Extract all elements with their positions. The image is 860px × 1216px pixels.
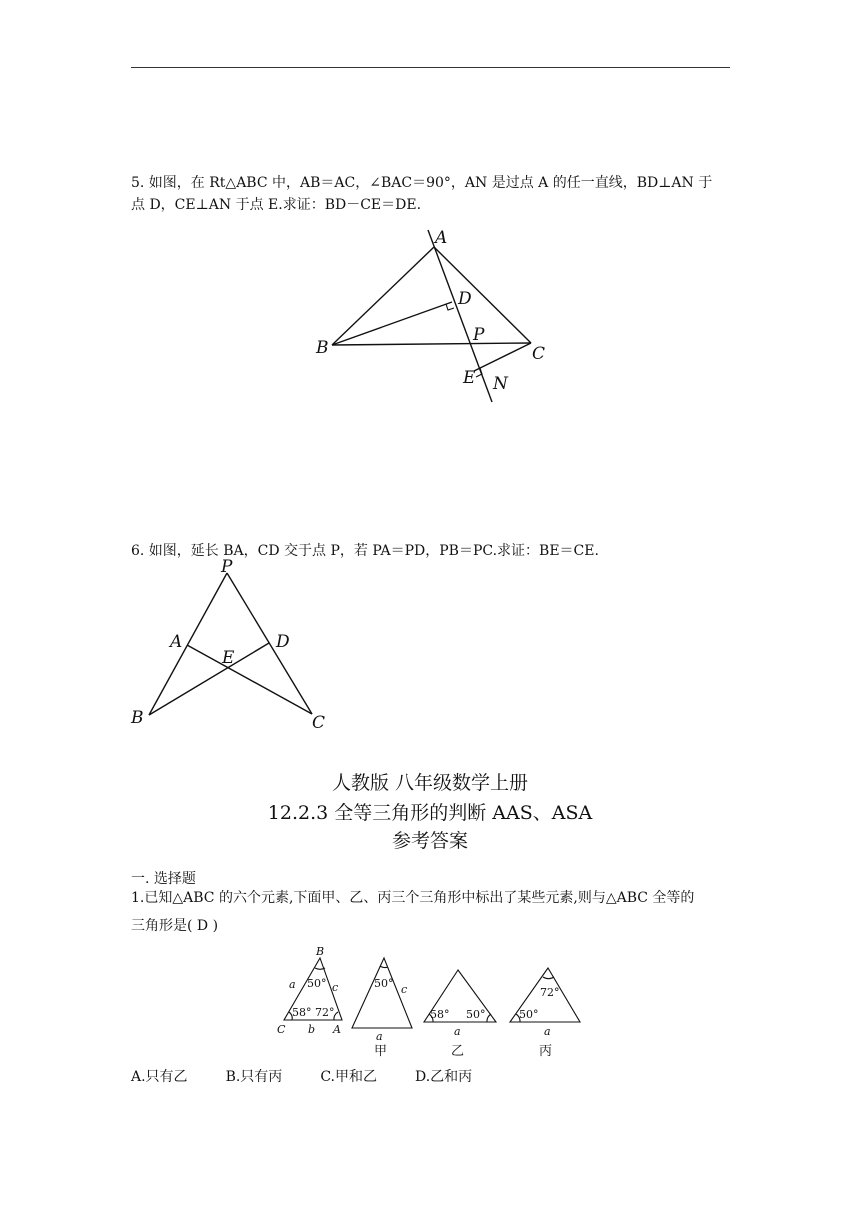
option-a: A.只有乙 xyxy=(131,1069,188,1085)
answer-title-3: 参考答案 xyxy=(391,830,468,852)
arc-bing-top xyxy=(543,977,554,979)
question1-options xyxy=(131,1066,510,1088)
label-a: A xyxy=(435,228,448,248)
abc-label-a: A xyxy=(333,1023,341,1036)
segment-ce xyxy=(474,343,531,371)
yi-angle-right: 50° xyxy=(466,1008,486,1021)
segment-pb xyxy=(149,573,227,715)
jia-side-c: c xyxy=(401,983,408,996)
question1-line2: 三角形是( D ) xyxy=(131,918,219,934)
yi-name: 乙 xyxy=(451,1044,465,1059)
label-a: A xyxy=(170,632,183,652)
option-b: B.只有丙 xyxy=(225,1069,283,1085)
answer-title-2: 12.2.3 全等三角形的判断 AAS、ASA xyxy=(267,802,593,824)
section-title: 一. 选择题 xyxy=(131,871,196,887)
abc-side-b: b xyxy=(308,1023,316,1036)
header-rule xyxy=(131,67,730,68)
label-c: C xyxy=(312,713,326,733)
abc-angle-a: 72° xyxy=(315,1006,335,1019)
bing-side-a: a xyxy=(544,1025,551,1038)
label-c: C xyxy=(532,344,546,364)
problem6-line1: 6. 如图，延长 BA，CD 交于点 P，若 PA＝PD，PB＝PC.求证：BE＝CE. xyxy=(131,543,599,559)
right-angle-d xyxy=(446,304,454,310)
line-an xyxy=(428,230,492,402)
problem5-line2: 点 D，CE⊥AN 于点 E.求证：BD－CE＝DE. xyxy=(131,197,422,213)
label-e: E xyxy=(463,368,476,388)
abc-angle-c: 58° xyxy=(292,1006,312,1019)
segment-pc xyxy=(227,573,312,714)
yi-side-a: a xyxy=(454,1025,461,1038)
abc-angle-b: 50° xyxy=(307,977,327,990)
bing-angle-top: 72° xyxy=(540,986,560,999)
segment-bc xyxy=(332,343,531,345)
label-d: D xyxy=(458,289,472,309)
segment-bd xyxy=(332,302,452,345)
question1-figure xyxy=(270,940,590,1060)
arc-b xyxy=(315,968,325,969)
abc-side-c: c xyxy=(332,981,339,994)
jia-angle: 50° xyxy=(374,977,394,990)
label-p: P xyxy=(473,325,485,345)
answer-title-1: 人教版 八年级数学上册 xyxy=(331,772,529,794)
yi-angle-left: 58° xyxy=(430,1008,450,1021)
label-d: D xyxy=(276,632,290,652)
question1-line1: 1.已知△ABC 的六个元素,下面甲、乙、丙三个三角形中标出了某些元素,则与△ABC 全等的 xyxy=(131,890,695,906)
label-p: P xyxy=(221,557,233,577)
segment-db xyxy=(149,643,269,715)
label-n: N xyxy=(493,374,508,394)
jia-side-a: a xyxy=(376,1030,383,1043)
label-b: B xyxy=(316,338,329,358)
option-c: C.甲和乙 xyxy=(320,1069,377,1085)
option-d: D.乙和丙 xyxy=(414,1069,473,1085)
abc-label-b: B xyxy=(316,945,325,958)
bing-angle-left: 50° xyxy=(519,1008,539,1021)
problem5-line1: 5. 如图，在 Rt△ABC 中，AB＝AC，∠BAC＝90°，AN 是过点 A 的任一直线，BD⊥AN 于 xyxy=(131,175,713,191)
abc-side-a: a xyxy=(289,978,296,991)
arc-a xyxy=(334,1012,338,1020)
abc-label-c: C xyxy=(277,1023,286,1036)
problem6-figure xyxy=(125,555,340,735)
label-b: B xyxy=(131,708,144,728)
bing-name: 丙 xyxy=(539,1044,553,1059)
problem5-figure xyxy=(300,222,560,407)
label-e: E xyxy=(222,648,235,668)
segment-ab xyxy=(332,247,434,345)
jia-name: 甲 xyxy=(374,1044,388,1059)
